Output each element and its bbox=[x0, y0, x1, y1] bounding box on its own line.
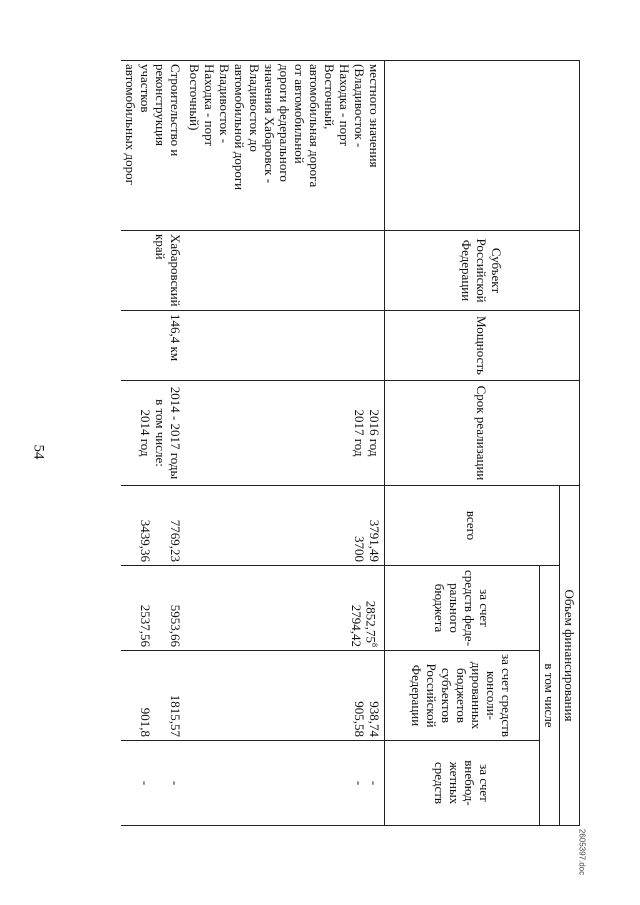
row-name bbox=[185, 61, 385, 231]
row-capacity bbox=[185, 311, 385, 381]
header-including: в том числе bbox=[540, 566, 560, 826]
row-period-line: 2014 - 2017 годы bbox=[168, 386, 183, 480]
page-number: 54 bbox=[30, 444, 47, 460]
funding-table-sheet bbox=[74, 60, 580, 825]
row-regional bbox=[121, 651, 185, 741]
row-capacity: 146,4 км bbox=[121, 311, 185, 381]
row-regional-line: 938,74 bbox=[367, 701, 382, 737]
row-total-line: 3700 bbox=[352, 536, 367, 562]
row-extra bbox=[121, 741, 185, 826]
row-period-line: 2016 год bbox=[367, 409, 382, 457]
row-name-line: Восточный, bbox=[322, 64, 337, 130]
row-subject bbox=[185, 231, 385, 311]
row-federal-line bbox=[153, 569, 168, 647]
row-name-line: автомобильная дорога bbox=[307, 64, 322, 188]
funding-table bbox=[121, 60, 580, 826]
row-federal bbox=[185, 566, 385, 651]
row-name-line: Находка - порт bbox=[337, 64, 352, 147]
header-extra: за счет внебюд-жетных средств bbox=[385, 741, 540, 826]
row-total-line: 3439,36 bbox=[138, 519, 153, 562]
row-name-line: Восточный) bbox=[187, 64, 202, 131]
row-name-line: от автомобильной bbox=[292, 64, 307, 164]
row-extra-line: - bbox=[352, 780, 367, 786]
row-federal bbox=[121, 566, 185, 651]
row-regional-line: 1815,57 bbox=[168, 694, 183, 737]
table-row bbox=[121, 61, 185, 826]
row-period-line: 2017 год bbox=[352, 409, 367, 457]
row-name-line: местного значения bbox=[367, 64, 382, 168]
row-name-line: Владивосток до bbox=[247, 64, 262, 152]
row-period bbox=[185, 381, 385, 486]
row-extra-line: - bbox=[168, 780, 183, 786]
row-extra-line bbox=[153, 744, 168, 822]
row-extra bbox=[185, 741, 385, 826]
row-regional-line: 901,8 bbox=[138, 707, 153, 737]
row-total-line: 7769,23 bbox=[168, 519, 183, 562]
row-subject: Хабаровский край bbox=[121, 231, 185, 311]
row-extra-line: - bbox=[138, 780, 153, 786]
row-federal-line: 5953,66 bbox=[168, 604, 183, 647]
row-name bbox=[121, 61, 185, 231]
row-name-line: Владивосток - bbox=[217, 64, 232, 144]
row-name-line: Строительство и bbox=[168, 64, 183, 157]
row-period bbox=[121, 381, 185, 486]
row-extra-line: - bbox=[367, 780, 382, 786]
row-regional bbox=[185, 651, 385, 741]
row-total bbox=[121, 486, 185, 566]
footnote-ref: 8 bbox=[370, 643, 379, 647]
header-subject: Субъект Российской Федерации bbox=[385, 231, 580, 311]
header-regional: за счет средств консоли-дированных бюджетов субъектов Российской Федерации bbox=[385, 651, 540, 741]
row-total-line: 3791,49 bbox=[367, 519, 382, 562]
row-federal-line: 2794,42 bbox=[348, 604, 364, 647]
table-body bbox=[121, 61, 385, 826]
header-federal: за счет средств феде-рального бюджета bbox=[385, 566, 540, 651]
row-name-line: Находка - порт bbox=[202, 64, 217, 147]
row-regional-line: 905,58 bbox=[352, 701, 367, 737]
table-row bbox=[185, 61, 385, 826]
row-period-line: в том числе: bbox=[153, 399, 168, 467]
row-name-line: (Владивосток - bbox=[352, 64, 367, 148]
row-name-line: участков bbox=[138, 64, 153, 113]
row-period-line: 2014 год bbox=[138, 409, 153, 457]
row-name-line: реконструкция bbox=[153, 64, 168, 147]
row-name-line: значения Хабаровск - bbox=[262, 64, 277, 184]
row-federal-line: 2852,75$^8$ bbox=[363, 600, 379, 647]
header-total: всего bbox=[385, 486, 560, 566]
header-period: Срок реализации bbox=[385, 381, 580, 486]
document-filename: 2605397.doc bbox=[577, 828, 587, 876]
row-name-line: автомобильных дорог bbox=[123, 64, 138, 185]
header-name bbox=[385, 61, 580, 231]
row-total-line bbox=[153, 489, 168, 562]
row-name-line: автомобильной дороги bbox=[232, 64, 247, 191]
header-funding: Объем финансирования bbox=[560, 486, 580, 826]
row-federal-line: 2537,56 bbox=[138, 604, 153, 647]
row-regional-line bbox=[153, 654, 168, 737]
row-total bbox=[185, 486, 385, 566]
header-capacity: Мощность bbox=[385, 311, 580, 381]
row-name-line: дороги федерального bbox=[277, 64, 292, 182]
